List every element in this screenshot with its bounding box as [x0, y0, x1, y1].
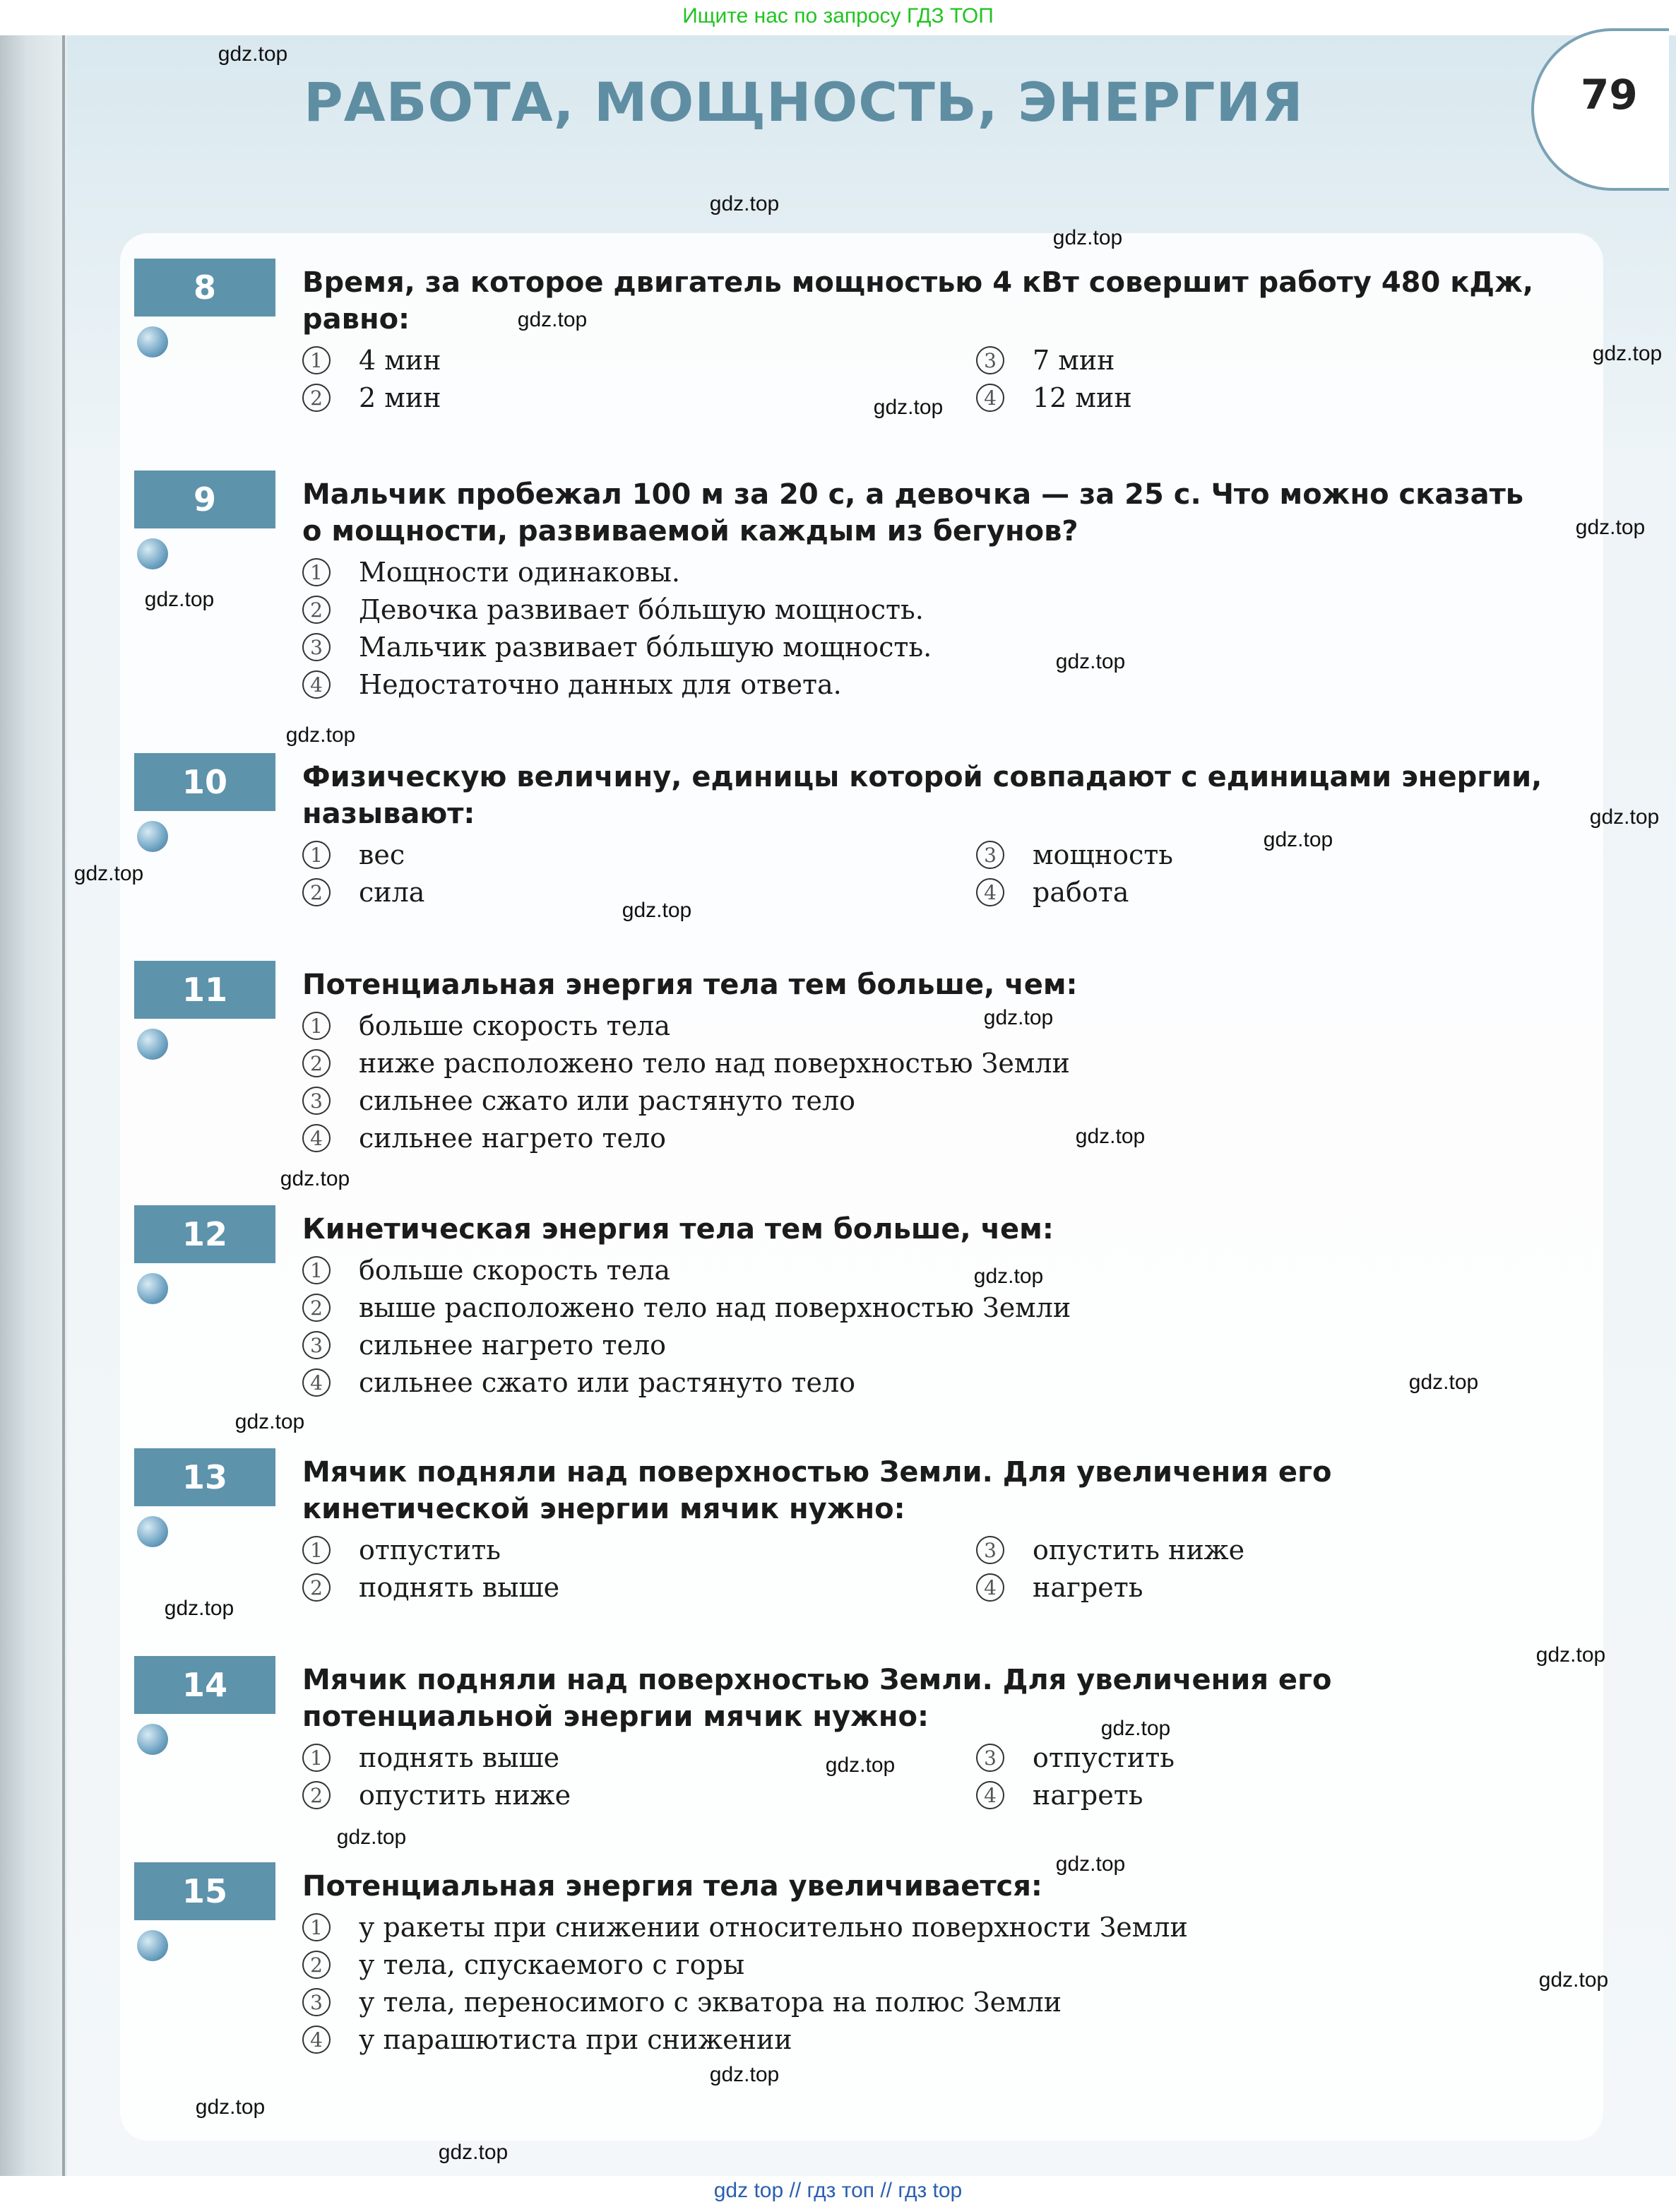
option-text: Мальчик развивает бóльшую мощность. — [359, 632, 932, 663]
ball-icon — [137, 538, 168, 569]
watermark: gdz.top — [144, 588, 215, 611]
ball-icon — [137, 1516, 168, 1547]
watermark: gdz.top — [218, 42, 288, 66]
watermark: gdz.top — [709, 2063, 780, 2086]
answer-option-4[interactable] — [976, 379, 1132, 416]
option-number-circle-icon: 3 — [976, 841, 1004, 869]
watermark: gdz.top — [709, 192, 780, 215]
ball-icon — [137, 1930, 168, 1961]
question-number-badge: 9 — [134, 471, 275, 528]
question-number-badge: 12 — [134, 1205, 275, 1263]
option-text: отпустить — [359, 1534, 501, 1566]
answer-option-3[interactable] — [302, 1984, 1062, 2021]
option-number-circle-icon: 3 — [302, 1087, 331, 1115]
answer-option-1[interactable] — [302, 342, 441, 379]
question-text: Потенциальная энергия тела увеличивается: — [302, 1870, 1042, 1903]
question-number-badge: 11 — [134, 961, 275, 1019]
option-number-circle-icon: 4 — [302, 1368, 331, 1397]
question-text: Потенциальная энергия тела тем больше, чем: — [302, 969, 1078, 1001]
option-text: опустить ниже — [359, 1780, 571, 1811]
watermark: gdz.top — [873, 396, 944, 419]
watermark: gdz.top — [517, 308, 588, 331]
option-text: поднять выше — [359, 1572, 560, 1603]
option-text: 7 мин — [1033, 345, 1115, 376]
option-number-circle-icon: 1 — [302, 1256, 331, 1284]
option-text: сильнее сжато или растянуто тело — [359, 1367, 856, 1398]
question-text: Время, за которое двигатель мощностью 4 кВт совершит работу 480 кДж, равно: — [302, 266, 1534, 336]
answer-option-4[interactable] — [976, 874, 1129, 911]
option-number-circle-icon: 3 — [976, 346, 1004, 374]
option-number-circle-icon: 4 — [302, 670, 331, 699]
option-text: 2 мин — [359, 382, 441, 413]
watermark: gdz.top — [1538, 1968, 1609, 1992]
question-number-badge: 10 — [134, 753, 275, 811]
option-number-circle-icon: 2 — [302, 1049, 331, 1077]
watermark: gdz.top — [195, 2095, 266, 2119]
watermark: gdz.top — [1263, 828, 1333, 851]
option-number-circle-icon: 2 — [302, 1573, 331, 1602]
answer-option-2[interactable] — [302, 591, 924, 628]
option-text: сильнее нагрето тело — [359, 1123, 667, 1154]
option-text: выше расположено тело над поверхностью Земли — [359, 1292, 1071, 1323]
question-text: Мячик подняли над поверхностью Земли. Для увеличения его кинетической энергии мячик нужно: — [302, 1456, 1332, 1525]
page-binding-shadow — [0, 35, 67, 2176]
answer-option-2[interactable] — [302, 1045, 1070, 1082]
option-text: 12 мин — [1033, 382, 1132, 413]
option-number-circle-icon: 4 — [976, 878, 1004, 906]
watermark: gdz.top — [336, 1826, 407, 1849]
watermark: gdz.top — [285, 723, 356, 747]
answer-option-1[interactable] — [302, 1007, 670, 1044]
ball-icon — [137, 1029, 168, 1060]
option-number-circle-icon: 4 — [302, 1124, 331, 1152]
option-text: нагреть — [1033, 1572, 1143, 1603]
watermark: gdz.top — [1589, 805, 1660, 829]
option-number-circle-icon: 4 — [302, 2025, 331, 2054]
answer-option-4[interactable] — [302, 666, 842, 703]
option-text: мощность — [1033, 839, 1173, 870]
question-text: Кинетическая энергия тела тем больше, чем: — [302, 1213, 1054, 1246]
watermark: gdz.top — [622, 899, 692, 922]
question-number-badge: 13 — [134, 1448, 275, 1506]
option-text: у парашютиста при снижении — [359, 2024, 792, 2055]
option-number-circle-icon: 2 — [302, 1294, 331, 1322]
option-text: отпустить — [1033, 1742, 1175, 1773]
watermark: gdz.top — [1075, 1125, 1146, 1148]
ball-icon — [137, 326, 168, 357]
answer-option-4[interactable] — [976, 1569, 1143, 1606]
watermark: gdz.top — [1535, 1643, 1606, 1667]
question-number-badge: 14 — [134, 1656, 275, 1714]
answer-option-1[interactable] — [302, 1739, 559, 1776]
option-number-circle-icon: 1 — [302, 1536, 331, 1564]
answer-option-3[interactable] — [976, 342, 1115, 379]
option-number-circle-icon: 1 — [302, 1913, 331, 1941]
watermark: gdz.top — [825, 1753, 896, 1777]
answer-option-2[interactable] — [302, 1777, 571, 1814]
option-text: опустить ниже — [1033, 1534, 1245, 1566]
ball-icon — [137, 1724, 168, 1755]
watermark: gdz.top — [438, 2141, 509, 2164]
question-text: Мячик подняли над поверхностью Земли. Для увеличения его потенциальной энергии мячик нужно: — [302, 1664, 1332, 1733]
question-number-badge: 8 — [134, 259, 275, 317]
answer-option-4[interactable] — [302, 1364, 855, 1401]
option-number-circle-icon: 2 — [302, 1951, 331, 1979]
option-text: нагреть — [1033, 1780, 1143, 1811]
answer-option-1[interactable] — [302, 1532, 501, 1568]
watermark: gdz.top — [73, 862, 144, 885]
answer-option-4[interactable] — [302, 2021, 792, 2058]
option-text: Девочка развивает бóльшую мощность. — [359, 594, 924, 625]
ball-icon — [137, 821, 168, 852]
question-number-badge: 15 — [134, 1862, 275, 1920]
option-number-circle-icon: 2 — [302, 878, 331, 906]
option-number-circle-icon: 4 — [976, 384, 1004, 412]
option-number-circle-icon: 3 — [302, 1988, 331, 2016]
option-text: у тела, переносимого с экватора на полюс Земли — [359, 1987, 1062, 2018]
option-text: работа — [1033, 877, 1129, 908]
watermark: gdz.top — [280, 1167, 350, 1190]
answer-option-1[interactable] — [302, 1909, 1188, 1946]
question-text: Физическую величину, единицы которой совпадают с единицами энергии, называют: — [302, 761, 1543, 830]
watermark: gdz.top — [164, 1597, 234, 1620]
answer-option-3[interactable] — [976, 1739, 1175, 1776]
answer-option-4[interactable] — [302, 1120, 666, 1157]
option-number-circle-icon: 1 — [302, 1744, 331, 1772]
option-number-circle-icon: 1 — [302, 841, 331, 869]
answer-option-1[interactable] — [302, 554, 680, 591]
option-number-circle-icon: 4 — [976, 1781, 1004, 1809]
search-banner: Ищите нас по запросу ГДЗ ТОП — [682, 4, 994, 28]
option-text: поднять выше — [359, 1742, 560, 1773]
option-text: у тела, спускаемого с горы — [359, 1949, 745, 1980]
option-number-circle-icon: 3 — [976, 1744, 1004, 1772]
option-text: сильнее нагрето тело — [359, 1330, 667, 1361]
answer-option-3[interactable] — [302, 1082, 855, 1119]
question-text: Мальчик пробежал 100 м за 20 с, а девочка — за 25 с. Что можно сказать о мощности, развиваемой каждым из бегунов? — [302, 478, 1524, 548]
watermark: gdz.top — [1100, 1717, 1171, 1740]
option-number-circle-icon: 4 — [976, 1573, 1004, 1602]
answer-option-3[interactable] — [302, 1327, 666, 1364]
watermark: gdz.top — [973, 1265, 1044, 1288]
option-number-circle-icon: 3 — [302, 633, 331, 661]
answer-option-1[interactable] — [302, 836, 405, 873]
answer-option-4[interactable] — [976, 1777, 1143, 1814]
option-number-circle-icon: 3 — [976, 1536, 1004, 1564]
option-text: 4 мин — [359, 345, 441, 376]
answer-option-2[interactable] — [302, 1289, 1071, 1326]
option-text: вес — [359, 839, 405, 870]
option-number-circle-icon: 1 — [302, 558, 331, 586]
watermark: gdz.top — [1052, 226, 1123, 249]
answer-option-3[interactable] — [302, 629, 932, 666]
answer-option-2[interactable] — [302, 1946, 744, 1983]
option-text: ниже расположено тело над поверхностью Земли — [359, 1048, 1070, 1079]
option-text: больше скорость тела — [359, 1255, 670, 1286]
option-text: Мощности одинаковы. — [359, 557, 680, 588]
option-text: у ракеты при снижении относительно поверхности Земли — [359, 1912, 1188, 1943]
watermark: gdz.top — [1408, 1371, 1479, 1394]
answer-option-2[interactable] — [302, 379, 441, 416]
bottom-links[interactable]: gdz top // гдз топ // гдз top — [713, 2179, 963, 2202]
answer-option-3[interactable] — [976, 1532, 1244, 1568]
page-number: 79 — [1581, 71, 1638, 119]
option-number-circle-icon: 2 — [302, 384, 331, 412]
watermark: gdz.top — [983, 1006, 1054, 1029]
answer-option-1[interactable] — [302, 1252, 670, 1289]
watermark: gdz.top — [1055, 1852, 1126, 1876]
answer-option-2[interactable] — [302, 874, 424, 911]
watermark: gdz.top — [1592, 342, 1663, 365]
page-title: РАБОТА, МОЩНОСТЬ, ЭНЕРГИЯ — [304, 71, 1304, 134]
watermark: gdz.top — [1055, 650, 1126, 673]
option-number-circle-icon: 1 — [302, 346, 331, 374]
answer-option-3[interactable] — [976, 836, 1173, 873]
option-number-circle-icon: 3 — [302, 1331, 331, 1359]
option-number-circle-icon: 1 — [302, 1012, 331, 1040]
watermark: gdz.top — [1575, 516, 1646, 539]
option-text: сильнее сжато или растянуто тело — [359, 1085, 856, 1116]
option-number-circle-icon: 2 — [302, 1781, 331, 1809]
option-text: сила — [359, 877, 425, 908]
option-text: больше скорость тела — [359, 1010, 670, 1041]
answer-option-2[interactable] — [302, 1569, 559, 1606]
ball-icon — [137, 1273, 168, 1304]
option-number-circle-icon: 2 — [302, 596, 331, 624]
option-text: Недостаточно данных для ответа. — [359, 669, 842, 700]
page-binding-line — [62, 35, 65, 2176]
watermark: gdz.top — [234, 1410, 305, 1433]
